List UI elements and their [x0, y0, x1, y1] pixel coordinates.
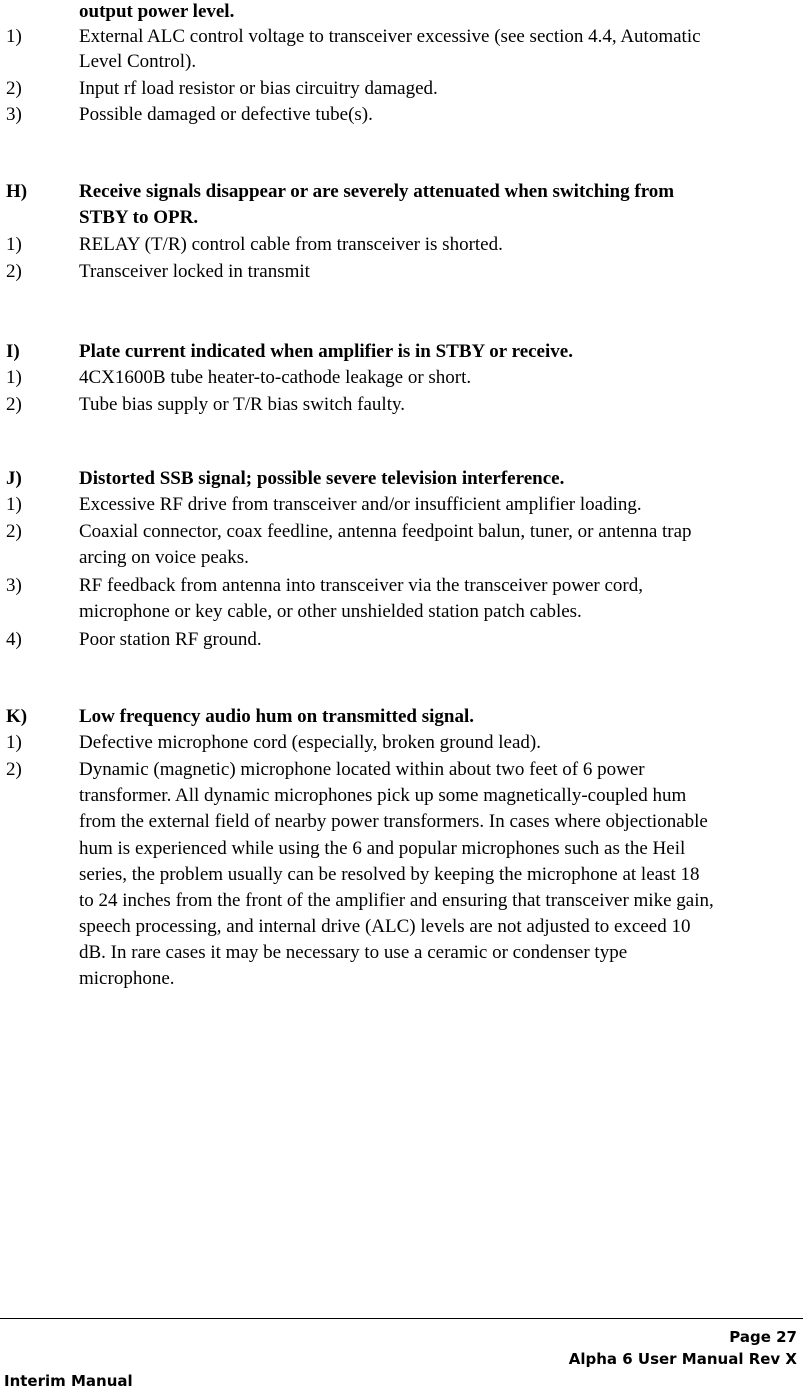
section-letter: K)	[6, 706, 28, 727]
item-text: 4CX1600B tube heater-to-cathode leakage or short.	[79, 367, 472, 388]
item-text: Level Control).	[79, 51, 197, 72]
item-text: Coaxial connector, coax feedline, antenna feedpoint balun, tuner, or antenna trap	[79, 521, 692, 542]
item-text: RF feedback from antenna into transceiver via the transceiver power cord,	[79, 575, 643, 596]
item-text: RELAY (T/R) control cable from transceiver is shorted.	[79, 234, 503, 255]
item-number: 4)	[6, 629, 22, 650]
page-number: Page 27	[729, 1328, 797, 1346]
item-number: 3)	[6, 104, 22, 125]
item-number: 2)	[6, 78, 22, 99]
item-text: Tube bias supply or T/R bias switch faulty.	[79, 394, 405, 415]
item-text: from the external field of nearby power transformers. In cases where objectionable	[79, 811, 708, 832]
item-number: 2)	[6, 759, 22, 780]
item-text: transformer. All dynamic microphones pick up some magnetically-coupled hum	[79, 785, 687, 806]
item-text: speech processing, and internal drive (ALC) levels are not adjusted to exceed 10	[79, 916, 691, 937]
section-letter: H)	[6, 181, 28, 202]
item-text: Poor station RF ground.	[79, 629, 262, 650]
item-number: 1)	[6, 732, 22, 753]
section-letter: J)	[6, 468, 22, 489]
item-text: Dynamic (magnetic) microphone located within about two feet of 6 power	[79, 759, 645, 780]
interim-label: Interim Manual	[4, 1372, 133, 1390]
item-text: series, the problem usually can be resolved by keeping the microphone at least 18	[79, 864, 700, 885]
item-number: 2)	[6, 521, 22, 542]
item-number: 1)	[6, 234, 22, 255]
section-heading: STBY to OPR.	[79, 207, 199, 228]
manual-title: Alpha 6 User Manual Rev X	[568, 1350, 797, 1368]
item-text: to 24 inches from the front of the amplifier and ensuring that transceiver mike gain,	[79, 890, 714, 911]
item-text: Possible damaged or defective tube(s).	[79, 104, 373, 125]
section-heading: Low frequency audio hum on transmitted signal.	[79, 706, 475, 727]
item-number: 3)	[6, 575, 22, 596]
item-number: 1)	[6, 26, 22, 47]
item-text: Defective microphone cord (especially, broken ground lead).	[79, 732, 541, 753]
item-text: Transceiver locked in transmit	[79, 261, 310, 282]
item-number: 2)	[6, 394, 22, 415]
section-letter: I)	[6, 341, 20, 362]
item-text: Excessive RF drive from transceiver and/or insufficient amplifier loading.	[79, 494, 642, 515]
item-number: 1)	[6, 367, 22, 388]
section-heading: Plate current indicated when amplifier is in STBY or receive.	[79, 341, 573, 362]
intro-continuation: output power level.	[79, 1, 235, 22]
footer-divider	[0, 1318, 803, 1319]
section-heading: Receive signals disappear or are severely attenuated when switching from	[79, 181, 675, 202]
item-text: External ALC control voltage to transceiver excessive (see section 4.4, Automatic	[79, 26, 701, 47]
item-text: microphone.	[79, 968, 175, 989]
item-number: 1)	[6, 494, 22, 515]
item-text: arcing on voice peaks.	[79, 547, 249, 568]
item-text: microphone or key cable, or other unshielded station patch cables.	[79, 601, 582, 622]
item-number: 2)	[6, 261, 22, 282]
section-heading: Distorted SSB signal; possible severe television interference.	[79, 468, 565, 489]
item-text: hum is experienced while using the 6 and popular microphones such as the Heil	[79, 838, 686, 859]
item-text: dB. In rare cases it may be necessary to use a ceramic or condenser type	[79, 942, 628, 963]
item-text: Input rf load resistor or bias circuitry damaged.	[79, 78, 438, 99]
